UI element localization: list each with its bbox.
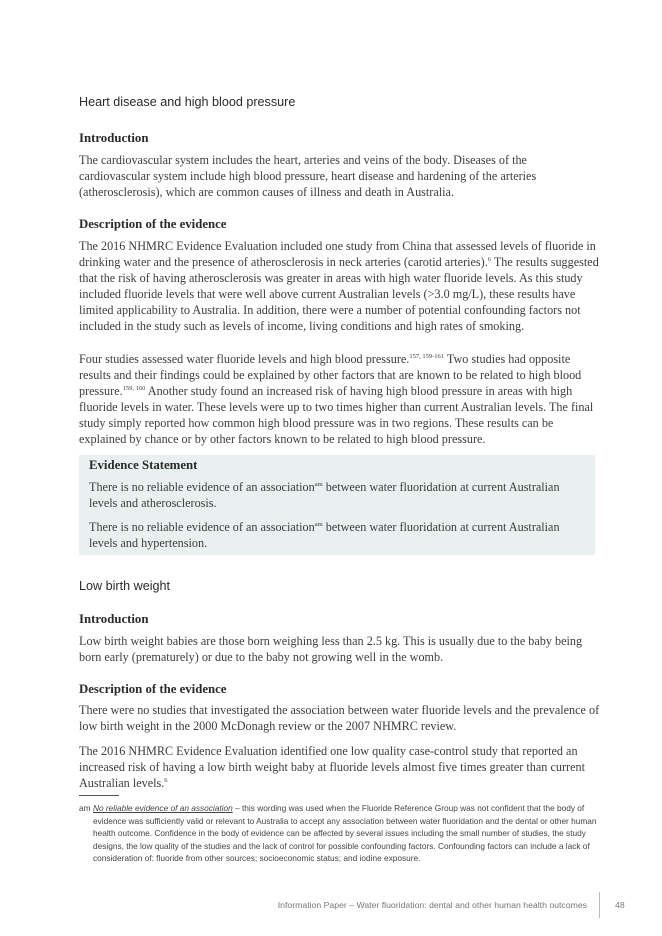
evidence-statement-atherosclerosis [89,479,589,511]
evidence-description-heading: Description of the evidence [79,682,227,696]
evidence-paragraph-no-studies: There were no studies that investigated the association between water fluoride levels and the prevalence of low birth weight in the 2000 McDonagh review or the 2007 NHMRC review. [79,703,600,734]
evidence-paragraph-case-control [79,743,601,791]
evidence-description-heading: Description of the evidence [79,217,227,231]
evidence-statement-heading: Evidence Statement [89,458,198,472]
footnote-body: – this wording was used when the Fluoride Reference Group was not confident that the body of evidence was sufficiently valid or relevant to Australia to accept any association between water fluoridation and the dental or other human health outcome. Confidence in the body of evidence can be affected by several issues including the small number of studies, the study designs, the low quality of the studies and the lack of control for possible confounding factors. Confounding factors can include a lack of consideration of: fluoride from other sources; socioeconomic status; and iodine exposure. [93,803,597,863]
evidence-statement-hypertension [89,519,589,551]
introduction-heading: Introduction [79,131,149,145]
statement-text: between water fluoridation at current Australian levels and atherosclerosis. [89,480,560,510]
reference-superscript: 6 [164,777,168,785]
paragraph-text: The results suggested that the risk of having atherosclerosis was greater in areas with high water fluoride levels. As this study included fluoride levels that were well above current Australian levels (>3.0 mg/L), these results have limited applicability to Australia. In addition, there were a number of potential confounding factors not included in the study such as levels of income, living conditions and high rates of smoking. [79,255,599,334]
footer-divider [599,892,600,918]
footnote-text [93,802,599,865]
footnote-superscript: am [314,480,323,488]
introduction-paragraph: Low birth weight babies are those born weighing less than 2.5 kg. This is usually due to the baby being born early (prematurely) or due to the baby not growing well in the womb. [79,634,583,665]
introduction-heading: Introduction [79,612,149,626]
section-title-low-birth-weight: Low birth weight [79,579,171,593]
paragraph-text: The 2016 NHMRC Evidence Evaluation identified one low quality case-control study that reported an increased risk of having a low birth weight baby at fluoride levels almost five times greater than current Australian levels. [79,744,585,791]
paragraph-text: Two studies had opposite results and their findings could be explained by other factors that are known to be related to high blood pressure. [79,352,582,399]
reference-superscript: 159, 160 [122,385,146,393]
paragraph-text: Four studies assessed water fluoride levels and high blood pressure. [79,352,410,366]
statement-text: between water fluoridation at current Australian levels and hypertension. [89,520,560,550]
reference-superscript: 6 [487,256,492,264]
footnote [79,802,599,865]
footnote-divider [79,795,119,796]
footnote-mark: am [79,803,91,813]
evidence-statement-box [79,455,595,555]
statement-text: There is no reliable evidence of an association [89,480,315,494]
paragraph-text: Another study found an increased risk of having high blood pressure in areas with high fluoride levels in water. These levels were up to two times higher than current Australian levels. The final study simply reported how common high blood pressure was in two regions. These results can be explained by chance or by other factors known to be related to high blood pressure. [79,384,594,447]
page-number: 48 [615,900,625,910]
evidence-paragraph-blood-pressure [79,351,601,448]
statement-text: There is no reliable evidence of an association [89,520,315,534]
paragraph-text: The 2016 NHMRC Evidence Evaluation included one study from China that assessed levels of fluoride in drinking water and the presence of atherosclerosis in neck arteries (carotid arteries). [79,239,596,270]
section-title-heart-disease: Heart disease and high blood pressure [79,95,296,109]
footnote-term: No reliable evidence of an association [93,803,233,813]
introduction-paragraph: The cardiovascular system includes the heart, arteries and veins of the body. Diseases of the cardiovascular system include high blood pressure, heart disease and hardening of the arteries (atherosclerosis), which are common causes of illness and death in Australia. [79,153,537,200]
reference-superscript: 157, 159-161 [409,352,445,360]
evidence-paragraph-atherosclerosis [79,238,601,335]
running-footer-title: Information Paper – Water fluoridation: dental and other human health outcomes [277,900,587,910]
footnote-superscript: am [314,520,323,528]
